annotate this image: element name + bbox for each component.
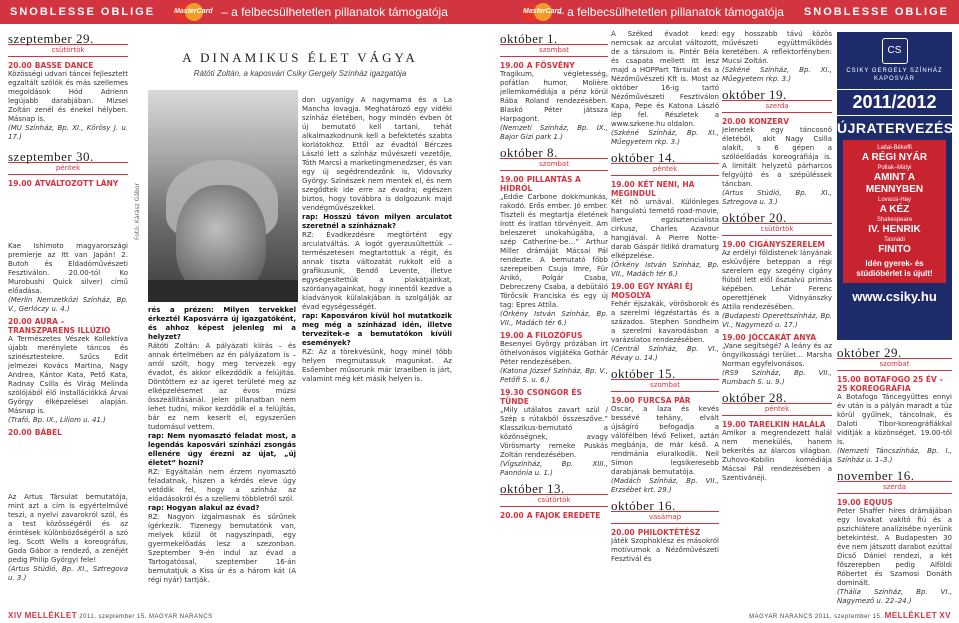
date-heading: október 28.	[722, 390, 787, 405]
event-venue: (Budapesti Operettszínház, Bp. VI., Nagymező u. 17.)	[722, 312, 832, 329]
article-title: A DINAMIKUS ÉLET VÁGYA	[182, 50, 418, 65]
event-text: A Széked évadot kezd: nemcsak az arculat változott, de a társulom is. Pintér Béla és csapata mellett itt lesz majd a HOPPart Társulat és a Nézőművészeti Kft is. Most az október 16-ig tartó Nézőművészeti Fesztiválon Kapa, Pepe és Katona László lép fel. Részletek a www.szkene.hu oldalon.	[611, 30, 719, 128]
weekday-label: szombat	[611, 379, 719, 392]
article-column-right	[302, 96, 452, 606]
event-title: 19.00 EGY NYÁRI ÉJ MOSOLYA	[611, 282, 693, 300]
event-text: Tragikum, végletesség, pofátlan humor. Molière jellemkomédiája a pénz körül Rába Roland rendezésében. Blaskó Péter játssza Harpagont.	[500, 70, 608, 123]
weekday-label: péntek	[611, 163, 719, 176]
article-column-left	[148, 306, 296, 606]
portrait-photo	[148, 90, 298, 302]
date-heading: október 20.	[722, 210, 787, 225]
event-title: 19.00 JÓCCAKÁT ANYA	[722, 333, 817, 342]
tagline: – a felbecsülhetetlen pillanatok támogatója	[221, 5, 448, 19]
event-venue: (Centrál Színház, Bp. VI., Révay u. 14.)	[611, 345, 719, 362]
date-heading: október 8.	[500, 145, 558, 160]
event-title: 20.00 A FAJOK EREDETE	[500, 511, 601, 520]
event-venue: (Örkény István Színház, Bp. VII., Madách tér 6.)	[500, 310, 608, 327]
events-column-7	[837, 344, 952, 608]
interview-answer: RZ: Az a törekvésünk, hogy minél több helyen megmutassuk magunkat. Az Esőember műsorunk már Izraelben is járt, valamint még két másik helyen is.	[302, 348, 452, 383]
interview-answer: Rátóti Zoltán: A pályázati kiírás – és annak értelmében az én pályázatom is – arról szólt, hogy meg tervezek egy évadot, és akkor elkezdődik a felújítás. Döntöttem ez az igeret területé meg az elképzelésemet az évos múzsi összeállításánál. Jelen pillanatban nem lehet tudni, mikor kezdődik el a felújítás, bár ez nem keserít el, egyszerűen tudomásul vettem.	[148, 342, 296, 431]
photo-credit: Fotó: Kárász Gábor	[134, 183, 141, 240]
page-number: XV	[939, 611, 951, 620]
event-text: Oscar, a laza és kevés bessévé tehány, elvált újságíró befogadja a válófélben lévő Felixet, aztán megbánja, de már késő. A rendmánia eluralkodik. Neil Simon legsikeresebb darabjának bemutatója.	[611, 405, 719, 476]
event-title: 20.00 BASSE DANCE	[8, 61, 94, 70]
ad-headline: ÚJRATERVEZÉS	[837, 120, 954, 136]
date-heading: október 14.	[611, 150, 676, 165]
event-title: 19.00 KÉT NENI, HA MEGINDUL	[611, 180, 695, 198]
theatre-advertisement	[837, 32, 952, 340]
weekday-label: szerda	[837, 481, 952, 494]
header-left	[0, 0, 480, 24]
interview-answer: don ugyanígy A nagymama és a La Mancha lovagja. Meghatározó egy vidéki színház életében, hogy mindén évben öt új bemutató kell tartani, tehát alkalmazkodnunk kell a befektetés szabta korlátokhoz. Ettől az évadtól Bérczes László lett a színház művészeti vezetője, Tóth Marcsi a marketingmenedzser, és van egy új segédrendezőnk is, Vidovszky György. Színészek nem mentek el, és nem szegődtek ide erre az évadra; egészen biztos, hogy továbbra is dolgozunk majd vendégművészekkel.	[302, 96, 452, 212]
weekday-label: csütörtök	[722, 223, 832, 236]
event-title: 19.00 TARELKIN HALÁLA	[722, 420, 826, 429]
event-title: 19.00 EQUUS	[837, 498, 893, 507]
weekday-label: péntek	[722, 403, 832, 416]
event-venue: (Vígszínház, Bp. XIII., Pannónia u. 1.)	[500, 460, 608, 477]
weekday-label: csütörtök	[8, 44, 128, 57]
mastercard-logo-icon: MasterCard	[520, 2, 547, 22]
event-title: 20.00 AURA – TRANSZPARENS ILLÚZIÓ	[8, 317, 111, 335]
events-column-6	[722, 30, 832, 608]
interview-answer: RZ: Egyáltalán nem érzem nyomasztó feladatnak, hiszen a kérdés eleve úgy vetődik fel, hogy a színház az előadásokról és a szellemi többletről szól.	[148, 468, 296, 503]
weekday-label: szombat	[837, 358, 952, 371]
event-venue: (Katona József Színház, Bp. V., Petőfi S. u. 6.)	[500, 367, 608, 384]
events-column-4	[500, 30, 608, 608]
event-text: Az Artus Társulat bemutatója, mint azt a cím is egyértelművé teszi, a nyelvi zavarokról szól, és a test közösségéről és az érintések különbözőségéről a szó leg. Scott Wells a koreográfus, Goda Gábor a rendező, a zenéjét pedig Philip Györgyi fele!	[8, 493, 128, 564]
event-title: 19.00 PILLANTÁS A HÍDRÓL	[500, 175, 581, 193]
event-title: 19.00 A FÖSVÉNY	[500, 61, 575, 70]
interview-question: rés a prézen: Milyen tervekkel érkeztél Kaposvárra új igazgatóként, és ahhoz képest jelenleg mi a helyzet?	[148, 306, 296, 341]
mastercard-logo-icon: MasterCard	[171, 2, 211, 22]
weekday-label: szombat	[500, 44, 608, 57]
weekday-label: csütörtök	[500, 494, 608, 507]
brand-name: SNOBLESSE OBLIGE	[803, 6, 949, 18]
event-title: 19.00 A FILOZÓFUS	[500, 331, 583, 340]
date-heading: szeptember 29.	[8, 31, 94, 46]
event-text: Fehér éjszakák, vörösborok és a szerelmi légzéstartás és a százados. Stephen Sondheim a szerelmi kavarodásban a varázslatos rendezésében.	[611, 300, 719, 344]
date-heading: október 15.	[611, 366, 676, 381]
event-title: 19.00 FURCSA PÁR	[611, 396, 691, 405]
event-venue: (Nemzeti Színház, Bp. IX., Bajor Gizi park 1.)	[500, 124, 608, 141]
footer-left	[8, 611, 213, 620]
date-heading: október 13.	[500, 481, 565, 496]
interview-question: rap: Hosszú távon milyen arculatot szeretnél a színháznak?	[302, 213, 452, 230]
article-subtitle: Rátóti Zoltán, a kaposvári Csiky Gergely Színház igazgatója	[193, 69, 407, 78]
date-heading: október 1.	[500, 31, 558, 46]
events-column-1	[8, 30, 128, 608]
weekday-label: vasárnap	[611, 511, 719, 524]
issue-info: MAGYAR NARANCS 2011. szeptember 15.	[749, 614, 883, 620]
event-text: egy hosszabb távú közös művészeti együttműködés keretében. A reflektorfényben: Mucsi Zoltán.	[722, 30, 832, 65]
date-heading: október 16.	[611, 498, 676, 513]
event-venue: (Szkéné Színház, Bp. XI., Műegyetem rkp. 3.)	[611, 129, 719, 146]
event-text: Közösségi udvari táncei fejlesztett egzaltált szólók és más szellemes megoldások Hód Adrienn legújabb darabjában. Mizsei Zoltán zenél és énekel hélyben. Másnap is.	[8, 70, 128, 123]
event-venue: (RS9 Színház, Bp. VII., Rumbach S. u. 9.)	[722, 369, 832, 386]
interview-question: rap: Hogyan alakul az évad?	[148, 504, 260, 512]
event-text: Peter Shaffer híres drámájában egy lovakat vakító fiú és a pszichiátere analízisébe nyerünk betekintést. A Budapesten 30 éve nem játszott darabot ezúttal Dicső Dániel rendezi, a két főszerepben pedig Alföldi Róbertet és Szamosi Donáth dominált.	[837, 507, 952, 587]
ad-organization: CSIKY GERGELY SZÍNHÁZ KAPOSVÁR	[846, 68, 943, 82]
issue-info: 2011. szeptember 15. MAGYAR NARANCS	[79, 614, 213, 620]
interview-question: rap: Nem nyomasztó feladat most, a legendás kaposvári színházi zsongás ellenére úgy érezni az újat, „új életet” hozni?	[148, 432, 296, 467]
event-venue: (Madách Színház, Bp. VII., Erzsébet krt. 29.)	[611, 477, 719, 494]
event-text: A Botafogo Táncegyüttes ennyi év után is a pályán maradt a tüz körül gyűlnek, táncolnak, és Daloti Tibor-koreográfiákkal vidítják a közönséget. 19.00-től is.	[837, 393, 952, 446]
theatre-logo-icon: CS	[882, 38, 908, 64]
event-venue: (MU Színház, Bp. XI., Kőrösy J. u. 17.)	[8, 124, 128, 141]
section-label: MELLÉKLET	[24, 611, 78, 620]
footer-right	[749, 611, 951, 620]
event-text: Két nő urnával. Különleges hangulatú temető road-movie, illetve egzisztencialista cirkusz, Charles Azavour hangjával. A Pierre Notte-darab Gáspár Ildikó dramaturg elképzelése.	[611, 198, 719, 260]
event-title: 20.00 KONZERV	[722, 117, 790, 126]
date-heading: szeptember 30.	[8, 149, 94, 164]
events-column-5	[611, 30, 719, 608]
event-venue: (Artus Stúdió, Bp. XI., Sztregova u. 3.)	[8, 565, 128, 582]
event-title: 20.00 PHILOKTÉTÉSZ	[611, 528, 701, 537]
weekday-label: szerda	[722, 100, 832, 113]
interview-question: rap: Kaposváron kívül hol mutatkozik meg még a színházad idén, illetve tervezitek-e a bemutatókon kívüli események?	[302, 312, 452, 347]
section-label: MELLÉKLET	[884, 611, 938, 620]
event-title: 19.00 ÁTVÁLTOZOTT LÁNY	[8, 179, 119, 188]
page-number: XIV	[8, 611, 23, 620]
event-title: 19.00 CIGÁNYSZERELEM	[722, 240, 825, 249]
event-title: 20.00 BÁBEL	[8, 428, 62, 437]
event-venue: (Thália Színház, Bp. VI., Nagymező u. 22–24.)	[837, 588, 952, 605]
event-venue: (Nemzeti Táncszínház, Bp. I., Színház u. 1–3.)	[837, 447, 952, 464]
event-text: Besenyei György prózában írt öthelvonásos vígjátéka Gothár Péter rendezésében.	[500, 340, 608, 366]
ad-season: 2011/2012	[837, 89, 952, 116]
tagline: – a felbecsülhetetlen pillanatok támogatója	[557, 5, 784, 19]
event-venue: (Trafó, Bp. IX., Liliom u. 41.)	[8, 416, 106, 424]
brand-name: SNOBLESSE OBLIGE	[10, 6, 156, 18]
date-heading: október 19.	[722, 87, 787, 102]
event-text: „Eddie Carbone dokkmunkás, rakodó. Erős ember. Jó ember. Tiszteli és megtartja életének írott és íratlan törvényeit. Am beleszeret unokahúgába, a szép Catherine-be…” Arthur Miller drámáját Mácsai Pál rendezte. A bemutató főbb szerepeiben Csuja Imre, Für Anikó, Polgár Csaba, Debreczeny Csaba, a debütáló Törőcsik Franciska és egy új tag: Epres Attila.	[500, 193, 608, 309]
event-text: „Mily utálatos zavart szül / Szép s rútakból összeszőve.” Klasszikus-bemutató a közönségnek, avagy Vörösmarty remeke Puskás Zoltán rendezésében.	[500, 406, 608, 459]
event-venue: (Merlin Nemzetközi Színház, Bp. V., Gerlóczy u. 4.)	[8, 296, 128, 313]
weekday-label: szombat	[500, 158, 608, 171]
event-venue: (Örkény István Színház, Bp. VII., Madách tér 6.)	[611, 261, 719, 278]
ad-program-panel: Laitai-Békeffi A RÉGI NYÁR Pollak–Mátyi AMINT A MENNYBEN Lovassi-Hay A KÉZ Shakespeare IV. HENRIK Tasnádi FINITO Idén gyerek- és stúdióbérlet is újult!	[843, 140, 946, 283]
event-text: Amikor a megrendezett halál nem menekülés, hanem bekerítés az álarcos világban. Zuhovo-Kobilin komédiája Mácsai Pál rendezésében a Szentivánéji.	[722, 429, 832, 482]
event-title: 19.30 CSONGOR ÉS TÜNDE	[500, 388, 582, 406]
event-text: Jelenetek egy táncosnő életéből, akit Nagy Csilla alakít, s 6 gépen a szólóelőadás koreográfiája is. A limitált helyzetű párharcos felgyújtó és a szépüléssek táncban.	[722, 126, 832, 188]
interview-answer: RZ: Nagyon izgalmasnak és sűrűnek ígérkezik. Tizenegy bemutatónk van, melyek közül öt nagyszínpadi, egy gyermekelőadás lesz a szezonban. Szeptember 9-én indul az évad a Tartogatóssal, szeptember 16-án bemutatjuk a Kiss úr és a három kát (A régi nyár) tartják.	[148, 513, 296, 584]
date-heading: október 29.	[837, 345, 902, 360]
header-right	[480, 0, 959, 24]
event-venue: (Artus Stúdió, Bp. XI., Sztregova u. 3.)	[722, 189, 832, 206]
event-text: A Természetes Vészek Kollektíva újabb merénylete táncos és színésztestekre. Szűcs Edit jelmezei Kovács Martina, Nagy Andrea, Kántor Kata, Pető Kata, Radnay Csilla és Virág Melinda szólójából élő installációkká Árvai György élképzelései alapján. Másnap is.	[8, 335, 128, 415]
event-venue: (Szkéné Színház, Bp. XI., Műegyetem rkp. 3.)	[722, 66, 832, 83]
article-header	[150, 50, 450, 78]
event-text: Játék Szophoklész és másokról motívumok a Nézőművészeti Fesztivál és	[611, 537, 719, 563]
weekday-label: péntek	[8, 162, 128, 175]
event-text: Az erdélyi földistenek lányának esküvőjére beteppan a régi szerelem egy szegény cigány fiúból lett elől ösztalvú prímás képében. Lehár Ferenc operettjének Vidnyánszky Attila rendezésében.	[722, 249, 832, 311]
event-text: Kae Ishimoto magyarországi premierje az Itt van Japán! 2. Butoh és Eldadóművészeti Fesztiválon. 20.00-tól Ko Murobushi Quick silver) című előadása.	[8, 242, 128, 295]
date-heading: november 16.	[837, 468, 915, 483]
event-text: „Vane segítségé? A leány és az öngyilkossági terület… Marsha Norman egyfelvonásos.	[722, 342, 832, 368]
event-title: 15.00 BOTAFOGO 25 ÉV – 25 KOREOGRÁFIA	[837, 375, 944, 393]
ad-url: www.csiky.hu	[852, 289, 937, 304]
interview-answer: RZ: Évadkezdésre megtörtént egy arculatváltás. A logót gyerzusültettük – természetesen megtartottuk a régit, és annak tiszta változatát rukkolt elő a grafikusunk, Bendő Levente, illetve egységesítettük a plakátjainkat, szóróanyagainkat, hogy innentől kezdve a kiadványok külalakjában is szolgálják az évad egységességét.	[302, 231, 452, 311]
